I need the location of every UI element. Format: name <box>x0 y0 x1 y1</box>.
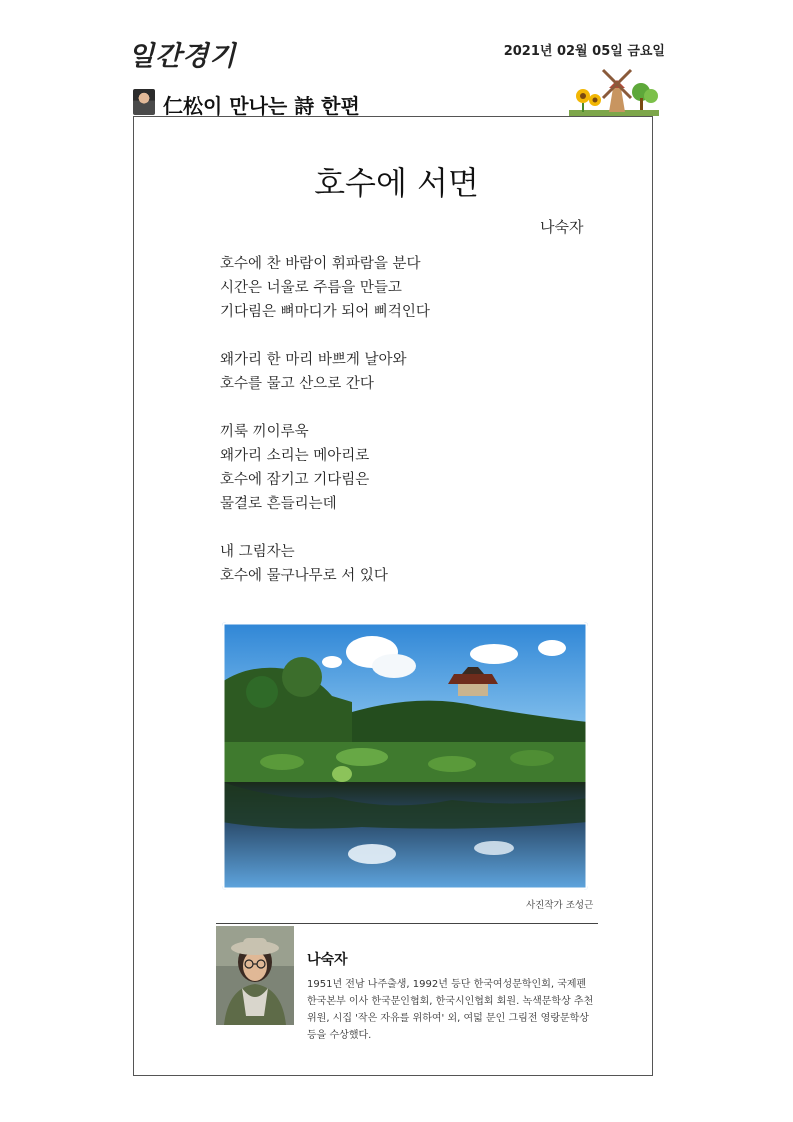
section-divider <box>216 923 598 924</box>
poem-line: 왜가리 소리는 메아리로 <box>220 448 370 464</box>
poem-stanza <box>220 420 430 516</box>
poem-line: 호수에 찬 바람이 휘파람을 분다 <box>220 256 421 272</box>
windmill-sunflower-icon <box>569 66 659 116</box>
lake-photo <box>222 622 588 890</box>
poem-line: 끼룩 끼이루욱 <box>220 424 309 440</box>
poem-author: 나숙자 <box>540 218 584 236</box>
author-portrait <box>216 926 294 1025</box>
poem-line: 내 그림자는 <box>220 544 295 560</box>
author-name: 나숙자 <box>307 952 348 968</box>
poem-stanza <box>220 252 430 324</box>
poem-line: 물결로 흔들리는데 <box>220 496 337 512</box>
issue-date: 2021년 02월 05일 금요일 <box>503 44 665 59</box>
poem-line: 시간은 너울로 주름을 만들고 <box>220 280 402 296</box>
poem-line: 기다림은 뼈마디가 되어 삐걱인다 <box>220 304 430 320</box>
column-title: 仁松이 만나는 詩 한편 <box>163 94 360 118</box>
poem-line: 호수에 물구나무로 서 있다 <box>220 568 388 584</box>
poem-line: 호수에 잠기고 기다림은 <box>220 472 370 488</box>
photo-credit: 사진작가 조성근 <box>526 900 594 911</box>
poem-stanza <box>220 540 430 588</box>
newspaper-masthead: 일간경기 <box>128 41 237 72</box>
author-bio: 1951년 전남 나주출생, 1992년 등단 한국여성문학인회, 국제펜 한국본부 이사 한국문인협회, 한국시인협회 회원. 녹색문학상 추천위원, 시집 '작은 자유를 위하여' 외, 여덟 문인 그림전 영랑문학상 등을 수상했다. <box>307 979 594 1041</box>
poem-title: 호수에 서면 <box>314 164 479 202</box>
poem-line: 왜가리 한 마리 바쁘게 날아와 <box>220 352 407 368</box>
column-header <box>133 88 655 118</box>
columnist-portrait-icon <box>133 89 155 115</box>
poem-body <box>220 252 430 612</box>
poem-stanza <box>220 348 430 396</box>
poem-line: 호수를 물고 산으로 간다 <box>220 376 374 392</box>
